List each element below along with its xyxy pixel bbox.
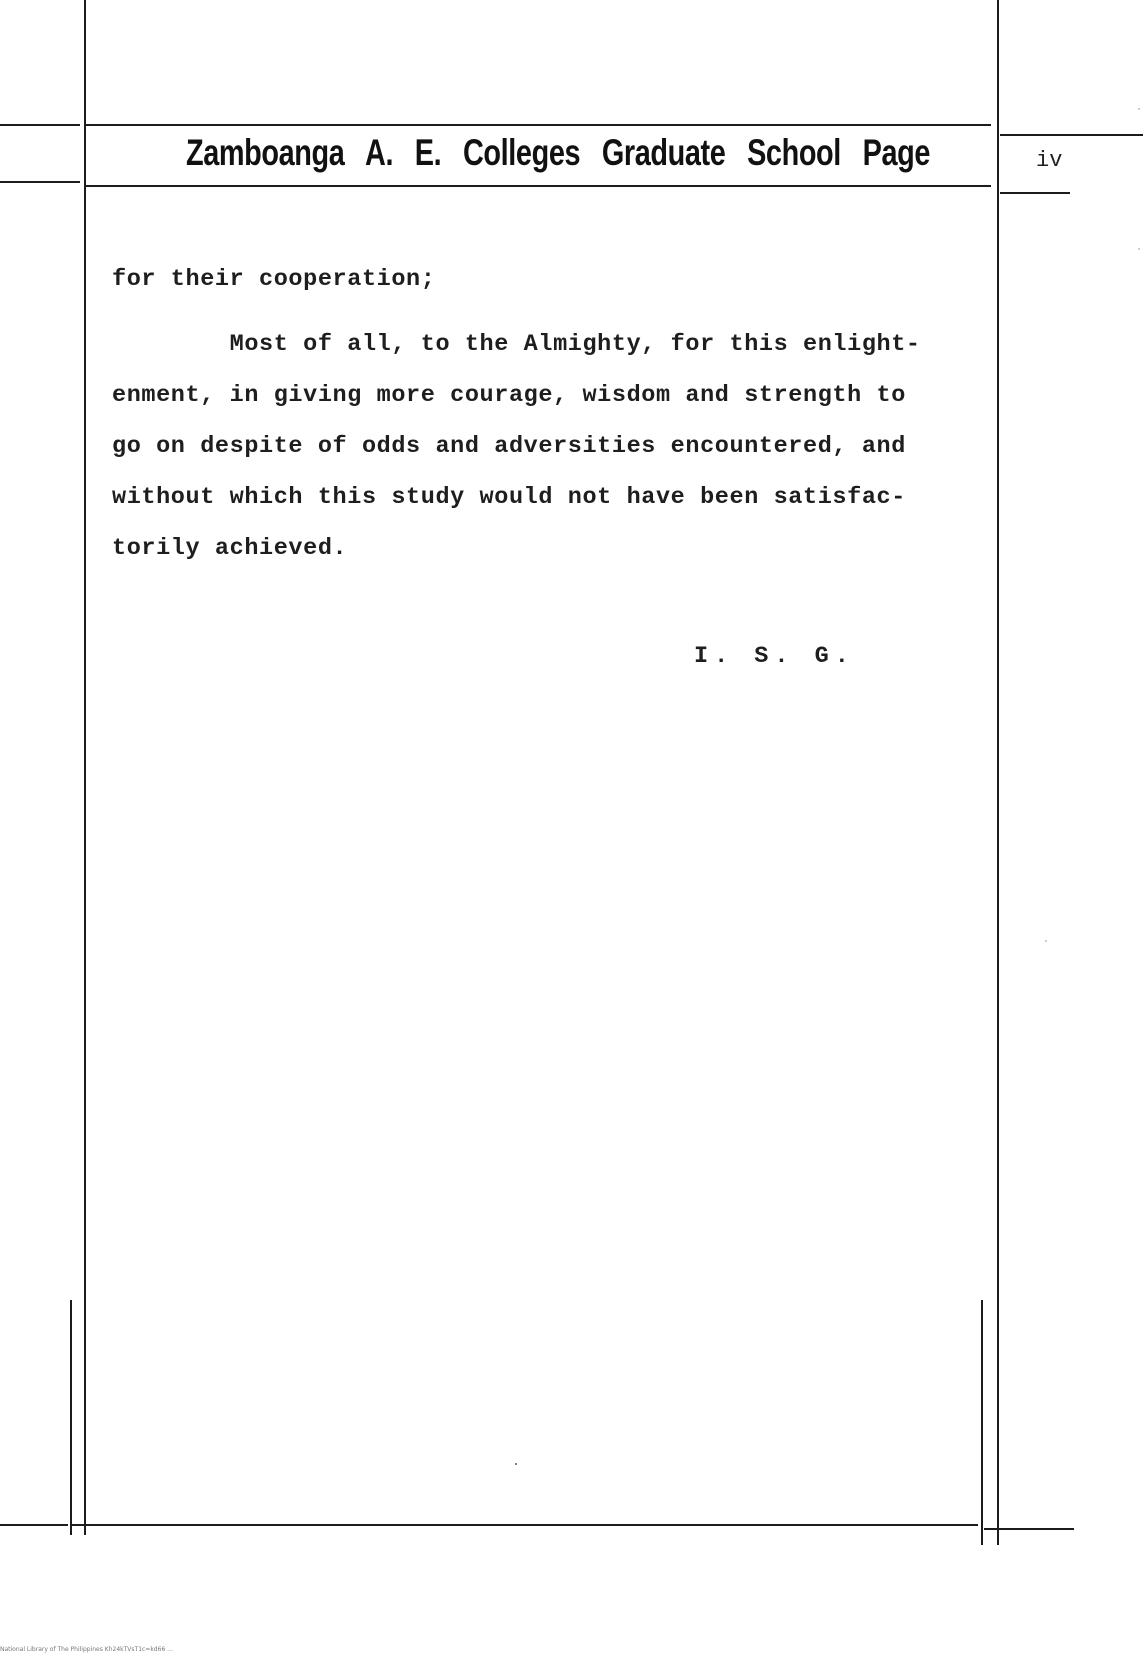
- header-word: A.: [365, 132, 394, 173]
- scan-footer-note: National Library of The Philippines Kh24kTVsT1c=kd66 ...: [0, 1646, 173, 1653]
- header-word: Colleges: [462, 132, 581, 173]
- header-word: Zamboanga: [186, 132, 345, 173]
- header-word: Page: [862, 132, 931, 173]
- header-word: School: [747, 132, 841, 173]
- scan-speck: [515, 1463, 517, 1465]
- header-word: Graduate: [601, 132, 726, 173]
- body-line: go on despite of odds and adversities encountered, and: [112, 433, 906, 460]
- right-margin-rule: [997, 0, 999, 1545]
- footer-rule-left: [0, 1524, 68, 1526]
- footer-rule-main: [72, 1524, 978, 1526]
- scan-speck: [1045, 940, 1047, 942]
- body-line: without which this study would not have been satisfac-: [112, 484, 906, 511]
- left-margin-rule-lower: [70, 1300, 72, 1535]
- body-line: for their cooperation;: [112, 266, 436, 293]
- left-margin-rule: [84, 0, 86, 1535]
- scan-speck: [1138, 248, 1140, 250]
- footer-rule-right: [984, 1528, 1074, 1530]
- header-bottom-rule: [0, 181, 80, 183]
- header-top-rule: [0, 124, 80, 126]
- header-top-rule-main: [86, 124, 991, 126]
- scan-speck: [1138, 108, 1140, 110]
- header-top-rule-page: [1000, 134, 1143, 136]
- signature-initials: I. S. G.: [694, 643, 855, 670]
- document-header-title: [186, 132, 931, 188]
- body-line: torily achieved.: [112, 535, 348, 562]
- body-line: Most of all, to the Almighty, for this enlight-: [112, 331, 921, 358]
- header-bottom-rule-page: [1000, 192, 1070, 194]
- page-number: iv: [1036, 148, 1063, 173]
- body-line: enment, in giving more courage, wisdom and strength to: [112, 382, 906, 409]
- header-word: E.: [414, 132, 442, 173]
- right-margin-rule-lower: [981, 1300, 983, 1545]
